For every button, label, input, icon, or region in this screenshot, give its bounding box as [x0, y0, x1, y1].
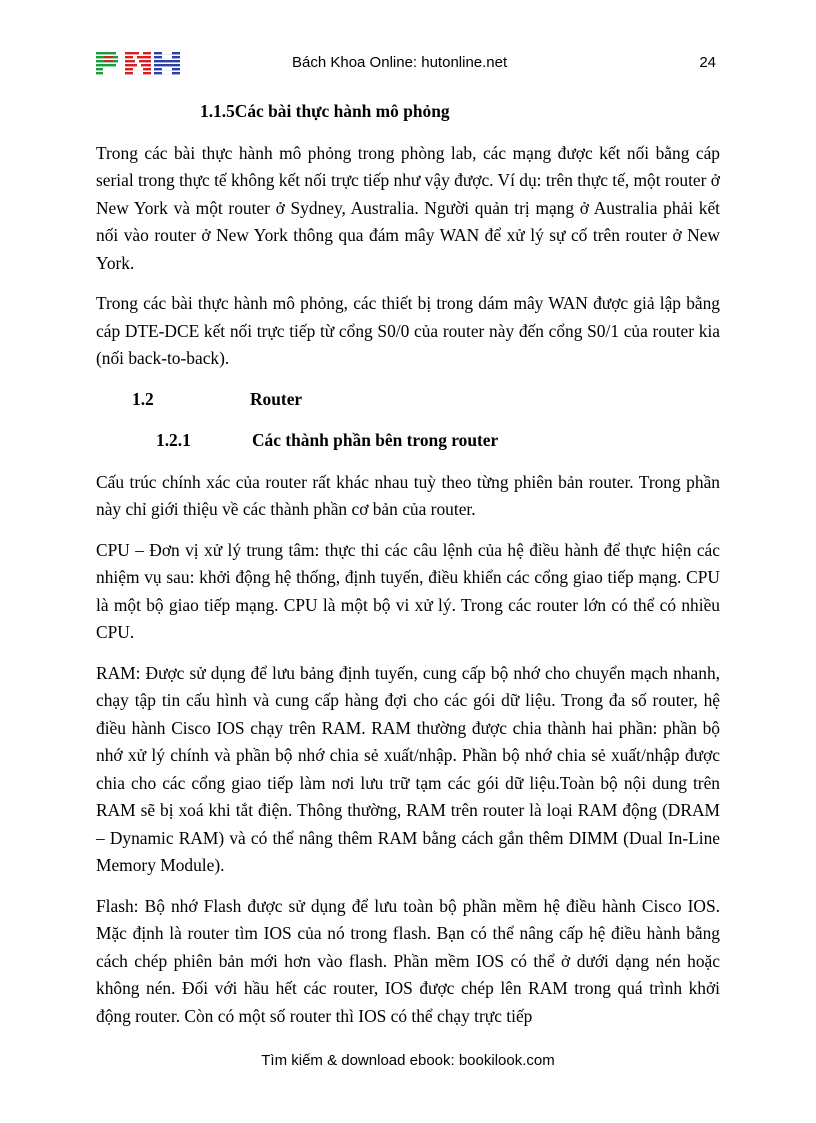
page-body: [96, 98, 720, 1043]
heading-title: Các thành phần bên trong router: [252, 430, 499, 450]
logo-letter-p: [96, 52, 122, 76]
paragraph: Trong các bài thực hành mô phỏng, các thiết bị trong dám mây WAN được giả lập bằng cáp DTE-DCE kết nối trực tiếp từ cổng S0/0 của router này đến cổng S0/1 của router kia (nối back-to-back).: [96, 293, 720, 368]
heading-1-2: [96, 386, 720, 414]
heading-number: 1.2: [132, 388, 154, 409]
paragraph: Trong các bài thực hành mô phỏng trong phòng lab, các mạng được kết nối bằng cáp serial trong thực tế không kết nối trực tiếp như vậy được. Ví dụ: trên thực tế, một router ở New York và một router ở Sydney, Australia. Người quản trị mạng ở Australia phải kết nối vào router ở New York thông qua đám mây WAN để xử lý sự cố trên router ở New York.: [96, 142, 720, 273]
paragraph: CPU – Đơn vị xử lý trung tâm: thực thi các câu lệnh của hệ điều hành để thực hiện các nhiệm vụ sau: khởi động hệ thống, định tuyến, điều khiển các cổng giao tiếp mạng. CPU là một bộ giao tiếp mạng. CPU là một bộ vi xử lý. Trong các router lớn có thể có nhiều CPU.: [96, 539, 720, 642]
heading-1-1-5: 1.1.5Các bài thực hành mô phỏng: [200, 101, 450, 121]
heading-number: 1.2.1: [156, 430, 191, 450]
heading-title: Router: [250, 388, 303, 409]
paragraph: Cấu trúc chính xác của router rất khác nhau tuỳ theo từng phiên bản router. Trong phần này chỉ giới thiệu về các thành phần cơ bản của router.: [96, 471, 720, 519]
page-header: [96, 48, 720, 80]
page-footer: Tìm kiếm & download ebook: bookilook.com: [261, 1052, 555, 1069]
paragraph: Flash: Bộ nhớ Flash được sử dụng để lưu toàn bộ phần mềm hệ điều hành Cisco IOS. Mặc định là router tìm IOS của nó trong flash. Bạn có thể nâng cấp hệ điều hành bằng cách chép phiên bản mới hơn vào flash. Phần mềm IOS có thể ở dưới dạng nén hoặc không nén. Đối với hầu hết các router, IOS được chép lên RAM trong quá trình khởi động router. Còn có một số router thì IOS có thể chạy trực tiếp: [96, 895, 720, 1026]
heading-1-2-1: [96, 427, 720, 455]
logo-letter-n: [125, 52, 151, 76]
paragraph: RAM: Được sử dụng để lưu bảng định tuyến, cung cấp bộ nhớ cho chuyển mạch nhanh, chạy tập tin cấu hình và cung cấp hàng đợi cho các gói dữ liệu. Trong đa số router, hệ điều hành Cisco IOS chạy trên RAM. RAM thường được chia thành hai phần: phần bộ nhớ xử lý chính và phần bộ nhớ chia sẻ xuất/nhập. Phần bộ nhớ chia sẻ xuất/nhập được chia cho các cổng giao tiếp làm nơi lưu trữ tạm các gói dữ liệu.Toàn bộ nội dung trên RAM sẽ bị xoá khi tắt điện. Thông thường, RAM trên router là loại RAM động (DRAM – Dynamic RAM) và có thể nâng thêm RAM bằng cách gắn thêm DIMM (Dual In-Line Memory Module).: [96, 662, 720, 875]
page-number: 24: [699, 54, 716, 71]
header-title: Bách Khoa Online: hutonline.net: [292, 54, 508, 71]
logo-letter-h: [154, 52, 180, 76]
pnh-logo: [96, 52, 180, 76]
